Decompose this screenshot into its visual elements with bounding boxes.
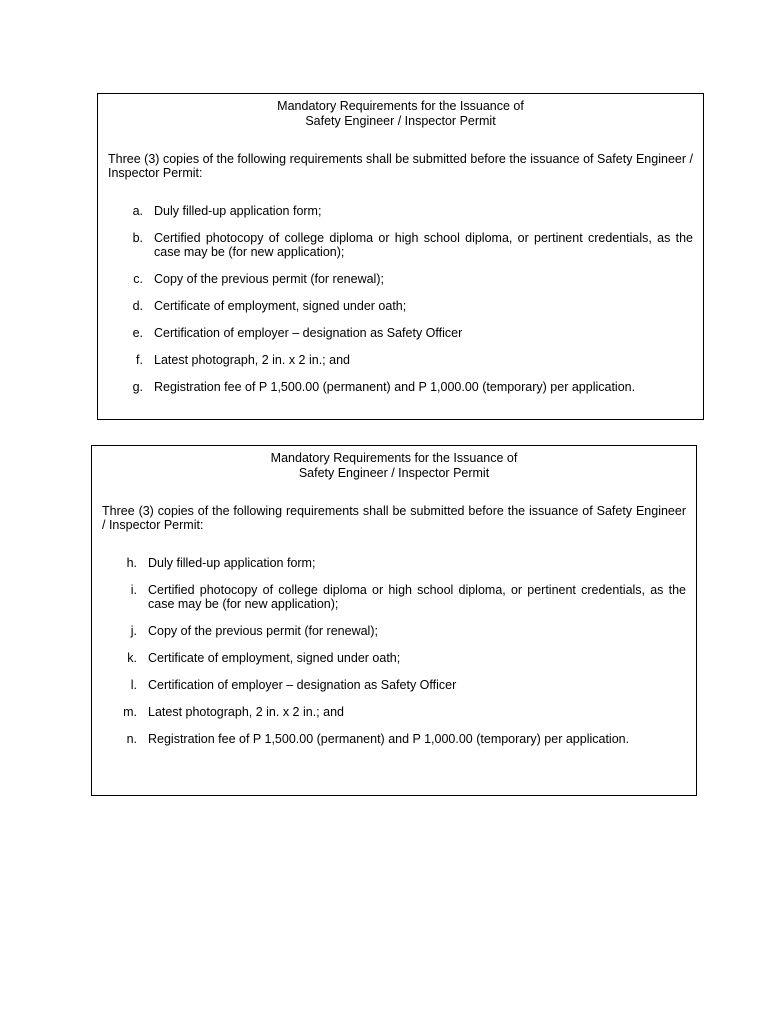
list-item xyxy=(102,678,686,692)
item-text: Registration fee of P 1,500.00 (permanent) and P 1,000.00 (temporary) per application. xyxy=(154,380,636,394)
item-letter: d. xyxy=(132,299,143,313)
heading-line-2: Safety Engineer / Inspector Permit xyxy=(298,465,490,480)
item-letter: h. xyxy=(126,556,137,570)
item-text: Certified photocopy of college diploma or high school diploma, or pertinent credentials, as the case may be (for new application); xyxy=(154,231,693,259)
requirements-box-2 xyxy=(91,445,697,796)
intro-paragraph: Three (3) copies of the following requirements shall be submitted before the issuance of Safety Engineer / Inspector Permit: xyxy=(102,504,686,532)
requirements-list xyxy=(108,204,693,394)
intro-paragraph: Three (3) copies of the following requirements shall be submitted before the issuance of Safety Engineer / Inspector Permit: xyxy=(108,152,693,180)
item-letter: g. xyxy=(132,380,143,394)
item-letter: j. xyxy=(130,624,137,638)
list-item xyxy=(108,299,693,313)
section-heading xyxy=(102,451,686,480)
heading-line-2: Safety Engineer / Inspector Permit xyxy=(305,113,496,128)
list-item xyxy=(108,204,693,218)
item-letter: e. xyxy=(132,326,143,340)
list-item xyxy=(108,326,693,340)
heading-line-1: Mandatory Requirements for the Issuance of xyxy=(270,451,518,465)
list-item xyxy=(102,556,686,570)
item-text: Duly filled-up application form; xyxy=(154,204,322,218)
heading-line-1: Mandatory Requirements for the Issuance of xyxy=(277,99,524,113)
item-letter: b. xyxy=(132,231,143,245)
section-heading xyxy=(108,99,693,128)
list-item xyxy=(102,583,686,611)
item-text: Certification of employer – designation as Safety Officer xyxy=(154,326,463,340)
item-text: Certified photocopy of college diploma or high school diploma, or pertinent credentials, as the case may be (for new application); xyxy=(148,583,686,611)
requirements-list xyxy=(102,556,686,746)
item-text: Certificate of employment, signed under oath; xyxy=(148,651,401,665)
item-text: Duly filled-up application form; xyxy=(148,556,316,570)
item-letter: i. xyxy=(130,583,137,597)
item-letter: n. xyxy=(126,732,137,746)
item-text: Copy of the previous permit (for renewal); xyxy=(154,272,384,286)
requirements-box-1 xyxy=(97,93,704,420)
item-letter: l. xyxy=(130,678,137,692)
item-text: Certification of employer – designation as Safety Officer xyxy=(148,678,457,692)
item-text: Certificate of employment, signed under oath; xyxy=(154,299,407,313)
list-item xyxy=(102,651,686,665)
list-item xyxy=(108,231,693,259)
item-letter: c. xyxy=(133,272,143,286)
list-item xyxy=(108,380,693,394)
item-text: Registration fee of P 1,500.00 (permanent) and P 1,000.00 (temporary) per application. xyxy=(148,732,630,746)
list-item xyxy=(102,705,686,719)
item-letter: m. xyxy=(123,705,137,719)
item-text: Latest photograph, 2 in. x 2 in.; and xyxy=(148,705,344,719)
item-letter: k. xyxy=(127,651,137,665)
item-letter: f. xyxy=(136,353,143,367)
item-letter: a. xyxy=(132,204,143,218)
list-item xyxy=(102,624,686,638)
list-item xyxy=(102,732,686,746)
list-item xyxy=(108,353,693,367)
item-text: Copy of the previous permit (for renewal); xyxy=(148,624,378,638)
item-text: Latest photograph, 2 in. x 2 in.; and xyxy=(154,353,350,367)
list-item xyxy=(108,272,693,286)
